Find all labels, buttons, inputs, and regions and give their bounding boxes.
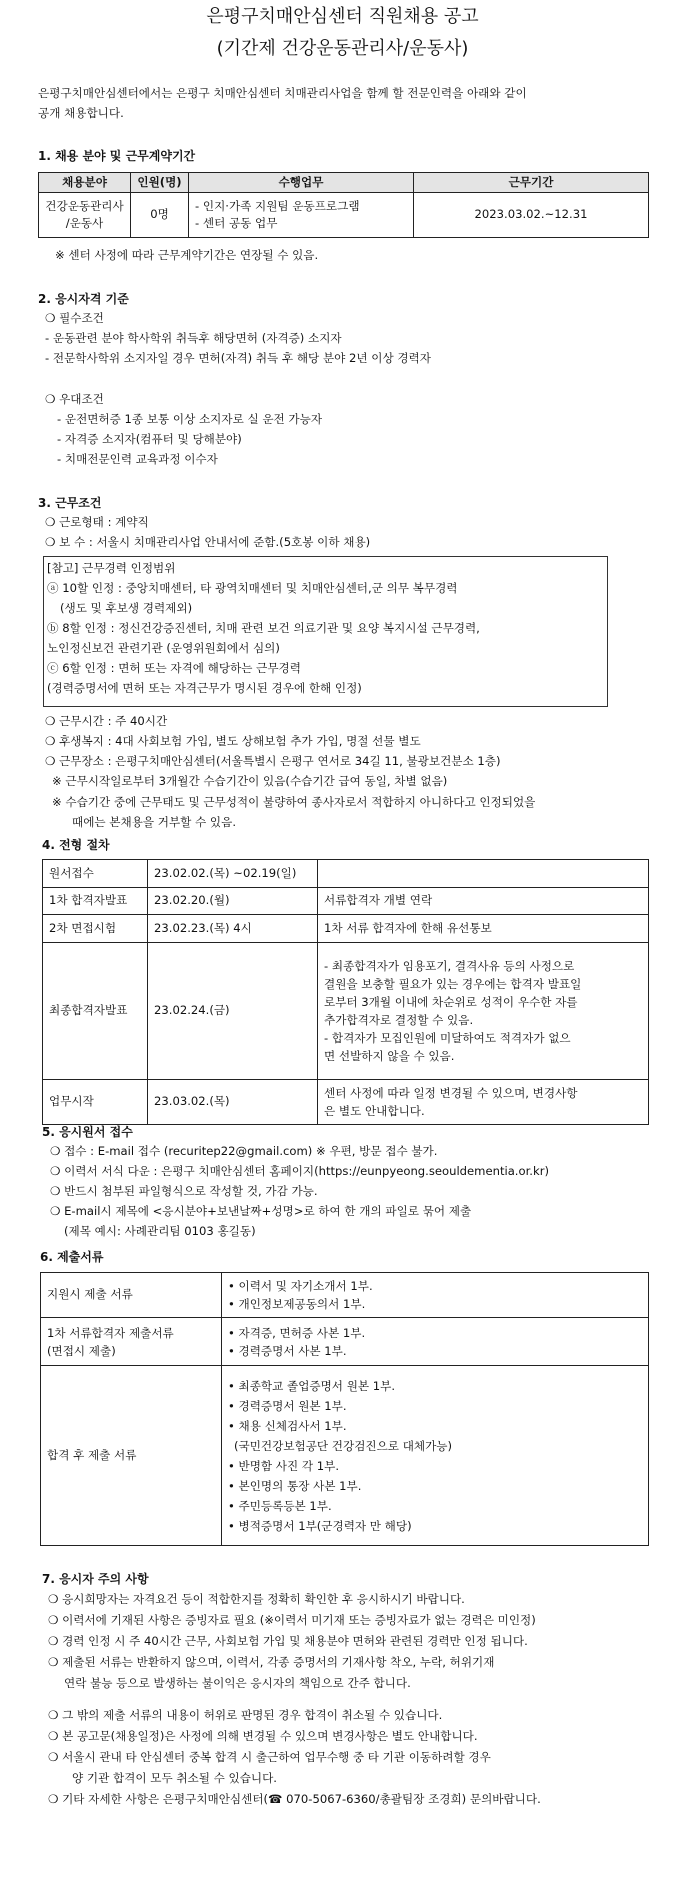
apply-subject: ❍ E-mail시 제목에 <응시분야+보낸날짜+성명>로 하여 한 개의 파일로 묶어 제출 bbox=[50, 1204, 472, 1218]
work-place: ❍ 근무장소 : 은평구치매안심센터(서울특별시 은평구 연서로 34길 11, 불광보건분소 1층) bbox=[45, 754, 501, 768]
caution-8-contact: ❍ 기타 자세한 사항은 은평구치매안심센터(☎ 070-5067-6360/총괄팀장 조경희) 문의바랍니다. bbox=[48, 1792, 541, 1806]
col-header-period: 근무기간 bbox=[414, 173, 649, 193]
probation-note-1: ※ 근무시작일로부터 3개월간 수습기간이 있음(수습기간 급여 동일, 차별 없음) bbox=[52, 774, 448, 788]
step-name: 업무시작 bbox=[43, 1080, 148, 1125]
doc-item: • 이력서 및 자기소개서 1부. bbox=[228, 1279, 373, 1293]
section-4-heading: 4. 전형 절차 bbox=[42, 838, 110, 852]
intro-line-2: 공개 채용합니다. bbox=[38, 106, 124, 120]
table-row bbox=[43, 1080, 649, 1125]
apply-form-download: ❍ 이력서 서식 다운 : 은평구 치매안심센터 홈페이지(https://eunpyeong.seouldementia.or.kr) bbox=[50, 1164, 549, 1178]
section-2-heading: 2. 응시자격 기준 bbox=[38, 292, 129, 306]
required-2: - 전문학사학위 소지자일 경우 면허(자격) 취득 후 해당 분야 2년 이상 경력자 bbox=[45, 351, 431, 365]
reference-title: [참고] 근무경력 인정범위 bbox=[47, 561, 176, 575]
step-name: 2차 면접시험 bbox=[43, 915, 148, 943]
table-row bbox=[41, 1318, 649, 1366]
doc-item: • 자격증, 면허증 사본 1부. bbox=[228, 1325, 366, 1340]
apply-email: ❍ 접수 : E-mail 접수 (recuritep22@gmail.com) ※ 우편, 방문 접수 불가. bbox=[50, 1144, 438, 1158]
col-header-count: 인원(명) bbox=[131, 173, 189, 193]
doc-item: • 반명함 사진 각 1부. bbox=[228, 1458, 340, 1473]
table-row bbox=[41, 1273, 649, 1318]
step-date: 23.02.23.(목) 4시 bbox=[148, 915, 318, 943]
step-desc: - 최종합격자가 임용포기, 결격사유 등의 사정으로 결원을 보충할 필요가 있는 경우에는 합격자 발표일 로부터 3개월 이내에 차순위로 성적이 우수한 자를 추가합격자로 결정할 수 있음. - 합격자가 모집인원에 미달하여도 적격자가 없으 면 선발하지 않을 수 있음. bbox=[318, 943, 649, 1080]
table-row bbox=[43, 860, 649, 888]
preferred-1: - 운전면허증 1종 보통 이상 소지자로 실 운전 가능자 bbox=[57, 412, 323, 426]
work-period: 2023.03.02.~12.31 bbox=[414, 193, 649, 238]
work-hours: ❍ 근무시간 : 주 40시간 bbox=[45, 714, 168, 728]
title-line-1: 은평구치매안심센터 직원채용 공고 bbox=[206, 6, 479, 27]
reference-c-2: (경력증명서에 면허 또는 자격근무가 명시된 경우에 한해 인정) bbox=[47, 681, 362, 695]
recruit-field-table bbox=[38, 172, 649, 238]
doc-item: • 주민등록등본 1부. bbox=[228, 1498, 332, 1513]
step-desc: 1차 서류 합격자에 한해 유선통보 bbox=[318, 915, 649, 943]
doc-item: • 최종학교 졸업증명서 원본 1부. bbox=[228, 1378, 396, 1393]
doc-category: 합격 후 제출 서류 bbox=[41, 1366, 222, 1546]
doc-category-sub: (면접시 제출) bbox=[47, 1343, 116, 1358]
reference-b-2: 노인정신보건 관련기관 (운영위원회에서 심의) bbox=[47, 641, 280, 655]
col-header-task: 수행업무 bbox=[189, 173, 414, 193]
doc-item: • 경력증명서 사본 1부. bbox=[228, 1343, 347, 1358]
task-1: - 인지·가족 지원팀 운동프로그램 bbox=[195, 198, 360, 213]
section-5-heading: 5. 응시원서 접수 bbox=[42, 1125, 133, 1139]
step-desc bbox=[318, 860, 649, 888]
caution-7b: 양 기관 합격이 모두 취소될 수 있습니다. bbox=[72, 1771, 277, 1785]
selection-process-table bbox=[42, 859, 649, 1125]
step-name: 원서접수 bbox=[43, 860, 148, 888]
section-6-heading: 6. 제출서류 bbox=[40, 1250, 104, 1264]
doc-item: • 채용 신체검사서 1부. bbox=[228, 1418, 347, 1433]
step-desc: 센터 사정에 따라 일정 변경될 수 있으며, 변경사항 은 별도 안내합니다. bbox=[318, 1080, 649, 1125]
doc-category: 지원시 제출 서류 bbox=[41, 1273, 222, 1318]
reference-c-1: ⓒ 6할 인정 : 면허 또는 자격에 해당하는 근무경력 bbox=[47, 661, 301, 675]
col-header-field: 채용분야 bbox=[39, 173, 131, 193]
field-name: 건강운동관리사 bbox=[45, 198, 124, 213]
step-date: 23.03.02.(목) bbox=[148, 1080, 318, 1125]
headcount: 0명 bbox=[131, 193, 189, 238]
section-7-heading: 7. 응시자 주의 사항 bbox=[42, 1572, 149, 1586]
task-2: - 센터 공동 업무 bbox=[195, 216, 278, 230]
welfare: ❍ 후생복지 : 4대 사회보험 가입, 별도 상해보험 추가 가입, 명절 선물 별도 bbox=[45, 734, 421, 748]
doc-item: • 경력증명서 원본 1부. bbox=[228, 1398, 347, 1413]
section-1-heading: 1. 채용 분야 및 근무계약기간 bbox=[38, 149, 196, 163]
reference-b-1: ⓑ 8할 인정 : 정신건강증진센터, 치매 관련 보건 의료기관 및 요양 복지시설 근무경력, bbox=[47, 621, 480, 635]
step-date: 23.02.24.(금) bbox=[148, 943, 318, 1080]
caution-2: ❍ 이력서에 기재된 사항은 증빙자료 필요 (※이력서 미기재 또는 증빙자료가 없는 경력은 미인정) bbox=[48, 1613, 536, 1627]
table-row bbox=[43, 915, 649, 943]
table-row bbox=[43, 943, 649, 1080]
intro-line-1: 은평구치매안심센터에서는 은평구 치매안심센터 치매관리사업을 함께 할 전문인력을 아래와 같이 bbox=[38, 86, 527, 100]
doc-item-note: (국민건강보험공단 건강검진으로 대체가능) bbox=[234, 1438, 453, 1453]
table-row bbox=[39, 193, 649, 238]
caution-7a: ❍ 서울시 관내 타 안심센터 중복 합격 시 출근하여 업무수행 중 타 기관 이동하려할 경우 bbox=[48, 1750, 491, 1764]
doc-item: • 개인정보제공동의서 1부. bbox=[228, 1297, 366, 1311]
required-title: ❍ 필수조건 bbox=[45, 311, 104, 325]
caution-4b: 연락 불능 등으로 발생하는 불이익은 응시자의 책임으로 간주 합니다. bbox=[64, 1676, 411, 1690]
section-3-heading: 3. 근무조건 bbox=[38, 496, 102, 510]
caution-4a: ❍ 제출된 서류는 반환하지 않으며, 이력서, 각종 증명서의 기재사항 착오, 누락, 허위기재 bbox=[48, 1655, 495, 1669]
table-row bbox=[43, 888, 649, 915]
preferred-title: ❍ 우대조건 bbox=[45, 392, 104, 406]
section-1-note: ※ 센터 사정에 따라 근무계약기간은 연장될 수 있음. bbox=[55, 248, 319, 262]
step-date: 23.02.02.(목) ~02.19(일) bbox=[148, 860, 318, 888]
title-line-2: (기간제 건강운동관리사/운동사) bbox=[216, 38, 469, 59]
caution-3: ❍ 경력 인정 시 주 40시간 근무, 사회보험 가입 및 채용분야 면허와 관련된 경력만 인정 됩니다. bbox=[48, 1634, 528, 1648]
caution-5: ❍ 그 밖의 제출 서류의 내용이 허위로 판명된 경우 합격이 취소될 수 있습니다. bbox=[48, 1708, 443, 1722]
field-name-cont: /운동사 bbox=[65, 216, 104, 230]
preferred-3: - 치매전문인력 교육과정 이수자 bbox=[57, 452, 218, 466]
doc-item: • 병적증명서 1부(군경력자 만 해당) bbox=[228, 1518, 412, 1533]
doc-category: 1차 서류합격자 제출서류 bbox=[47, 1325, 174, 1340]
caution-6: ❍ 본 공고문(채용일정)은 사정에 의해 변경될 수 있으며 변경사항은 별도 안내합니다. bbox=[48, 1729, 478, 1743]
caution-1: ❍ 응시희망자는 자격요건 등이 적합한지를 정확히 확인한 후 응시하시기 바랍니다. bbox=[48, 1592, 465, 1606]
required-1: - 운동관련 분야 학사학위 취득후 해당면허 (자격증) 소지자 bbox=[45, 331, 342, 345]
documents-table bbox=[40, 1272, 649, 1546]
step-name: 1차 합격자발표 bbox=[43, 888, 148, 915]
work-type: ❍ 근로형태 : 계약직 bbox=[45, 515, 149, 529]
apply-subject-example: (제목 예시: 사례관리팀 0103 홍길동) bbox=[64, 1224, 256, 1238]
preferred-2: - 자격증 소지자(컴퓨터 및 당해분야) bbox=[57, 432, 242, 446]
salary: ❍ 보 수 : 서울시 치매관리사업 안내서에 준함.(5호봉 이하 채용) bbox=[45, 535, 371, 549]
apply-format: ❍ 반드시 첨부된 파일형식으로 작성할 것, 가감 가능. bbox=[50, 1184, 318, 1198]
step-desc: 서류합격자 개별 연락 bbox=[318, 888, 649, 915]
step-name: 최종합격자발표 bbox=[43, 943, 148, 1080]
reference-a-2: (생도 및 후보생 경력제외) bbox=[60, 601, 193, 615]
reference-a-1: ⓐ 10할 인정 : 중앙치매센터, 타 광역치매센터 및 치매안심센터,군 의무 복무경력 bbox=[47, 581, 458, 595]
table-row bbox=[41, 1366, 649, 1546]
probation-note-2b: 때에는 본채용을 거부할 수 있음. bbox=[72, 815, 237, 829]
doc-item: • 본인명의 통장 사본 1부. bbox=[228, 1478, 362, 1493]
probation-note-2a: ※ 수습기간 중에 근무태도 및 근무성적이 불량하여 종사자로서 적합하지 아니하다고 인정되었을 bbox=[52, 795, 536, 809]
step-date: 23.02.20.(월) bbox=[148, 888, 318, 915]
